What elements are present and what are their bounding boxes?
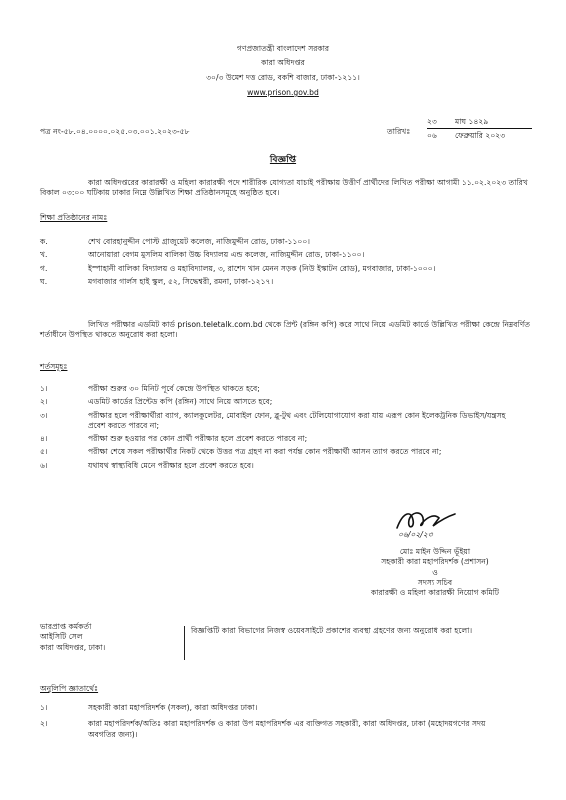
item-mark: ৪। — [40, 434, 48, 443]
recipient-line: কারা অধিদপ্তর, ঢাকা। — [40, 642, 106, 652]
item-mark: খ. — [40, 250, 48, 260]
item-text: সহকারী কারা মহাপরিদর্শক (সকল), কারা অধিদপ্তর ঢাকা। — [88, 703, 258, 712]
notice-title: বিজ্ঞপ্তি — [269, 155, 297, 165]
conditions-list — [40, 384, 510, 474]
signatory-role: সদস্য সচিব — [417, 577, 453, 587]
institutions-heading: শিক্ষা প্রতিষ্ঠানের নামঃ — [40, 213, 108, 222]
date-block — [427, 117, 532, 142]
item-mark: ২। — [40, 719, 48, 729]
signatory-committee: কারারক্ষী ও মহিলা কারারক্ষী নিয়োগ কমিটি — [370, 588, 500, 597]
date-bangla-day: ২৩ — [427, 117, 437, 126]
memo-reference: পত্র নং-৫৮.০৪.০০০০.০২৫.০৩.০০১.২০২৩-৫৮ — [40, 127, 190, 136]
list-item — [40, 434, 510, 444]
recipient-address — [40, 622, 180, 653]
item-mark: ৫। — [40, 447, 48, 457]
list-item — [40, 250, 532, 260]
signatory-name: মোঃ মাইন উদ্দিন ভূঁইয়া — [399, 547, 471, 556]
date-english-day: ০৬ — [427, 131, 437, 141]
item-mark: ৬। — [40, 460, 48, 470]
list-item — [40, 703, 510, 713]
department-name: কারা অধিদপ্তর — [261, 58, 305, 67]
signature-block — [330, 547, 540, 598]
item-text: কারা মহাপরিদর্শক/অতিঃ কারা মহাপরিদর্শক ও কারা উপ মহাপরিদর্শক এর ব্যক্তিগত সহকারী, কারা অধিদপ্তর, ঢাকা (মহোদয়গণের সদয় অবগতির জন্য)। — [88, 719, 486, 739]
copies-heading: অনুলিপি জ্ঞাতার্থেঃ — [40, 684, 99, 693]
date-bangla-month: মাঘ ১৪২৯ — [455, 117, 489, 126]
item-mark: ক. — [40, 237, 48, 246]
item-text: শেখ বোরহানুদ্দীন পোস্ট গ্রাজুয়েট কলেজ, নাজিমুদ্দীন রোড, ঢাকা-১১০০। — [88, 237, 311, 246]
date-label: তারিখঃ — [387, 127, 411, 136]
item-text: ইস্পাহানী বালিকা বিদ্যালয় ও মহাবিদ্যালয়, ৩, রাশেদ খান মেনন সড়ক (নিউ ইস্কাটন রোড), মগবাজার, ঢাকা-১০০০। — [88, 263, 436, 273]
recipient-request: বিজ্ঞপ্তিটি কারা বিভাগের নিজস্ব ওয়েবসাইটে প্রকাশের ব্যবস্থা গ্রহণের জন্য অনুরোধ করা হলো। — [191, 626, 473, 635]
item-text: আনোয়ারা বেগম মুসলিম বালিকা উচ্চ বিদ্যালয় এন্ড কলেজ, নাজিমুদ্দীন রোড, ঢাকা-১১০০। — [88, 250, 365, 260]
govt-name: গণপ্রজাতন্ত্রী বাংলাদেশ সরকার — [236, 44, 330, 53]
item-mark: গ. — [40, 263, 48, 273]
item-text: পরীক্ষা শুরুর ৩০ মিনিট পূর্বে কেন্দ্রে উপস্থিত থাকতে হবে; — [88, 384, 260, 393]
item-mark: ঘ. — [40, 276, 48, 286]
list-item — [40, 411, 510, 432]
item-text: পরীক্ষার হলে পরীক্ষার্থীরা ব্যাগ, ক্যালকুলেটর, মোবাইল ফোন, ব্লু-টুথ এবং টেলিযোগাযোগ করা যায় এরূপ কোন ইলেকট্রনিক ডিভাইস/যন্ত্রসহ প্রবেশ করতে পারবে না; — [88, 410, 506, 430]
institutions-list — [40, 237, 532, 290]
admit-card-note: লিখিত পরীক্ষার এডমিট কার্ড prison.teletalk.com.bd থেকে প্রিন্ট (রঙ্গিন কপি) করে সাথে নিয়ে এডমিট কার্ডে উল্লিখিত পরীক্ষা কেন্দ্রে নিম্নবর্ণিত শর্তাধীনে উপস্থিত থাকতে অনুরোধ করা হলো। — [40, 320, 530, 340]
item-text: এডমিট কার্ডের প্রিন্টেড কপি (রঙ্গিন) সাথে নিয়ে আসতে হবে; — [88, 397, 273, 407]
list-item — [40, 397, 510, 407]
conditions-heading: শর্তসমূহঃ — [40, 362, 68, 371]
item-mark: ২। — [40, 397, 48, 407]
item-mark: ১। — [40, 384, 48, 393]
list-item — [40, 447, 510, 457]
list-item — [40, 384, 510, 394]
intro-paragraph: কারা অধিদপ্তরের কারারক্ষী ও মহিলা কারারক্ষী পদে শারীরিক যোগ্যতা যাচাই পরীক্ষায় উত্তীর্ণ প্রার্থীদের লিখিত পরীক্ষা আগামী ১১.০২.২০২৩ তারিখ বিকাল ০৩:০০ ঘটিকায় ঢাকার নিম্নে উল্লিখিত শিক্ষা প্রতিষ্ঠানসমূহে অনুষ্ঠিত হবে। — [40, 178, 528, 198]
copies-list — [40, 703, 510, 743]
list-item — [40, 719, 510, 740]
item-text: পরীক্ষা শেষে সকল পরীক্ষার্থীর নিকট থেকে উত্তর পত্র গ্রহণ না করা পর্যন্ত কোন পরীক্ষার্থী আসন ত্যাগ করতে পারবে না; — [88, 447, 442, 457]
item-text: পরীক্ষা শুরু হওয়ার পর কোন প্রার্থী পরীক্ষার হলে প্রবেশ করতে পারবে না; — [88, 434, 308, 443]
list-item — [40, 237, 532, 247]
item-text: মগবাজার গার্লস হাই স্কুল, ৫২, সিদ্ধেশ্বরী, রমনা, ঢাকা-১২১৭। — [88, 276, 274, 286]
item-mark: ১। — [40, 703, 48, 712]
item-text: যথাযথ স্বাস্থ্যবিধি মেনে পরীক্ষার হলে প্রবেশ করতে হবে। — [88, 460, 254, 470]
list-item — [40, 264, 532, 274]
recipient-line: আইসিটি সেল — [40, 632, 83, 642]
signature-date: ০৬/০২/২৩ — [398, 530, 433, 539]
signatory-designation: সহকারী কারা মহাপরিদর্শক (প্রশাসন) — [381, 557, 489, 567]
date-english-month: ফেব্রুয়ারি ২০২৩ — [455, 131, 506, 141]
item-mark: ৩। — [40, 410, 48, 420]
recipient-request-box — [184, 626, 511, 660]
website-link[interactable]: www.prison.gov.bd — [247, 88, 319, 97]
recipient-line: ভারপ্রাপ্ত কর্মকর্তা — [40, 622, 92, 631]
list-item — [40, 461, 510, 471]
department-address: ৩০/৩ উমেশ দত্ত রোড, বকশি বাজার, ঢাকা-১২১১। — [206, 73, 360, 82]
list-item — [40, 277, 532, 287]
signatory-and: ও — [432, 567, 438, 577]
